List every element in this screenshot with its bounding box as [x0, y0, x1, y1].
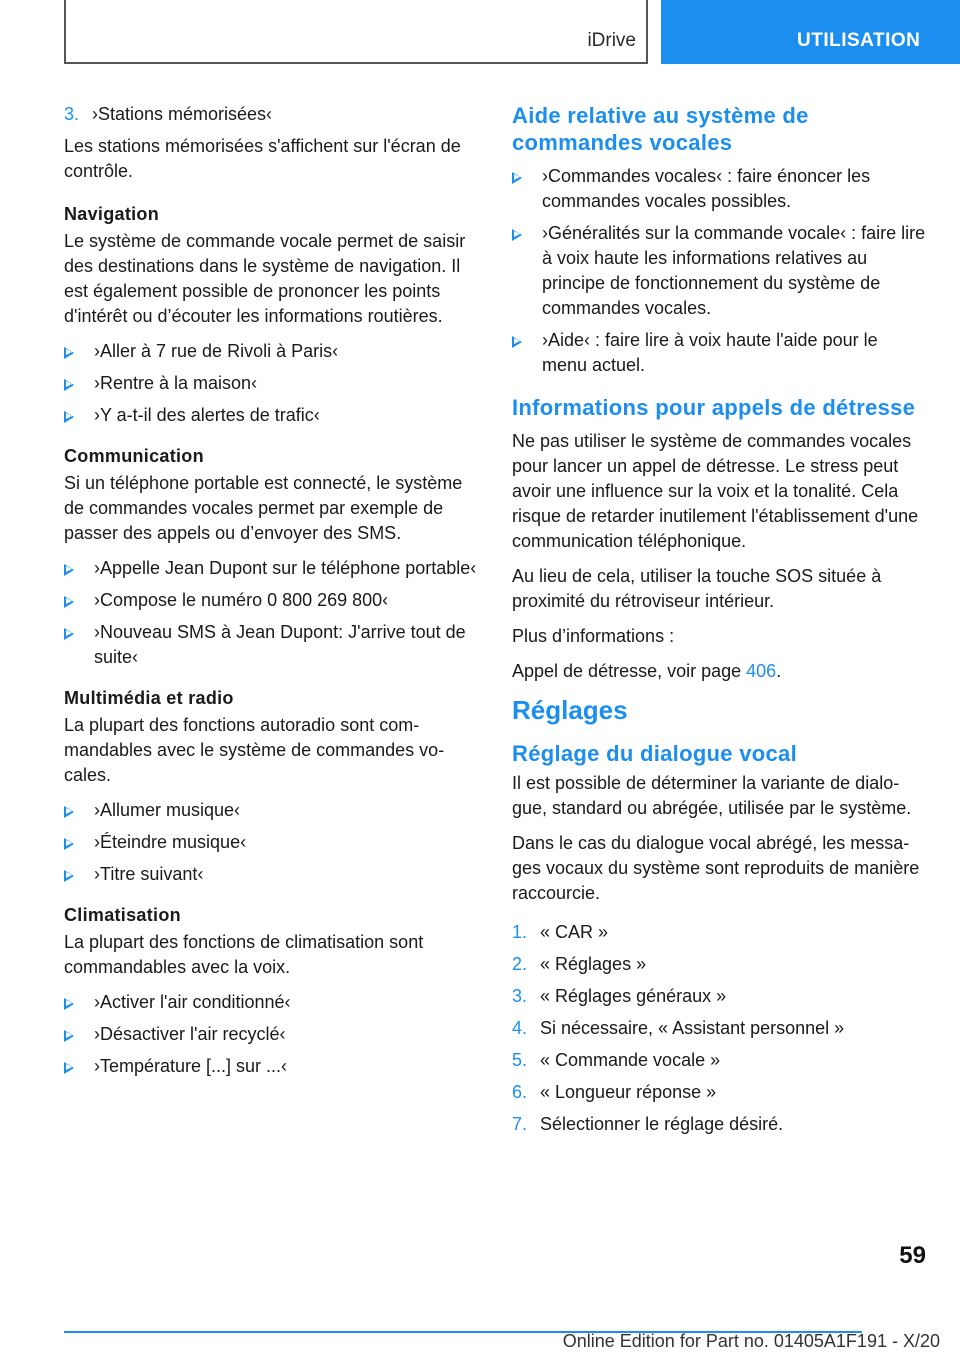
header-chapter-tab: UTILISATION: [661, 0, 960, 64]
list-item: ›Aller à 7 rue de Rivoli à Paris‹: [64, 339, 480, 364]
communication-commands: [64, 556, 480, 670]
communication-heading: Communication: [64, 446, 204, 466]
intro-list: [64, 102, 480, 127]
list-item: ›Commandes vocales‹ : faire énoncer les commandes vocales possibles.: [512, 164, 926, 214]
page-reference-link[interactable]: 406: [746, 661, 777, 681]
bullet-triangle-icon: [64, 596, 74, 608]
emergency-reference: Appel de détresse, voir page 406.: [512, 661, 782, 681]
multimedia-commands: [64, 798, 480, 887]
help-commands: [512, 164, 926, 378]
climate-heading: Climatisation: [64, 905, 181, 925]
bullet-triangle-icon: [512, 336, 522, 348]
list-item: ›Généralités sur la commande vocale‹ : faire lire à voix haute les informations relatives au principe de fonctionnement du système de commandes vocales.: [512, 221, 926, 321]
navigation-heading: Navigation: [64, 204, 160, 224]
footer-edition: Online Edition for Part no. 01405A1F191 - X/20: [562, 1331, 940, 1351]
bullet-triangle-icon: [64, 998, 74, 1010]
list-item: ›Désactiver l'air recyclé‹: [64, 1022, 480, 1047]
list-item: ›Allumer musique‹: [64, 798, 480, 823]
header-section-box: [64, 0, 648, 64]
list-item: 5. « Commande vocale »: [512, 1050, 721, 1070]
list-item: 6. « Longueur réponse »: [512, 1082, 717, 1102]
list-item: ›Aide‹ : faire lire à voix haute l'aide pour le menu actuel.: [512, 328, 926, 378]
list-item: 1. « CAR »: [512, 922, 609, 942]
bullet-triangle-icon: [64, 1062, 74, 1074]
settings-steps: [512, 920, 926, 1137]
list-item: [64, 102, 480, 127]
bullet-triangle-icon: [64, 870, 74, 882]
emergency-text-1: Ne pas utiliser le système de commandes vocales pour lancer un appel de détresse. Le stress peut avoir une influence sur la voix et la tonalité. Cela risque de retarder inutilement l'établissement d'une communication téléphonique.: [512, 431, 919, 551]
bullet-triangle-icon: [64, 838, 74, 850]
list-item: ›Appelle Jean Dupont sur le téléphone portable‹: [64, 556, 480, 581]
climate-text: La plupart des fonctions de climatisation sont commandables avec la voix.: [64, 932, 424, 977]
list-item: ›Rentre à la maison‹: [64, 371, 480, 396]
bullet-triangle-icon: [64, 806, 74, 818]
multimedia-text: La plupart des fonctions autoradio sont commandables avec le système de commandes vocales.: [64, 715, 445, 785]
multimedia-heading: Multimédia et radio: [64, 688, 234, 708]
climate-commands: [64, 990, 480, 1079]
header-section-title: iDrive: [587, 30, 636, 51]
navigation-text: Le système de commande vocale permet de saisir des destinations dans le système de navigation. Il est également possible de prononcer les points d'intérêt ou d’écouter les informations routières.: [64, 231, 466, 326]
emergency-text-3: Plus d’informations :: [512, 626, 675, 646]
list-item: ›Titre suivant‹: [64, 862, 480, 887]
bullet-triangle-icon: [64, 379, 74, 391]
right-column: [512, 102, 926, 1144]
bullet-triangle-icon: [512, 229, 522, 241]
list-item: ›Température [...] sur ...‹: [64, 1054, 480, 1079]
intro-text: Les stations mémorisées s'affichent sur l'écran de contrôle.: [64, 136, 461, 181]
list-item: 3. « Réglages généraux »: [512, 986, 727, 1006]
list-item: ›Y a-t-il des alertes de trafic‹: [64, 403, 480, 428]
settings-text-1: Il est possible de déterminer la variante de dialogue, standard ou abrégée, utilisée par le système.: [512, 773, 912, 818]
settings-title: Réglages: [512, 695, 628, 725]
settings-subheading: Réglage du dialogue vocal: [512, 741, 798, 766]
emergency-text-2: Au lieu de cela, utiliser la touche SOS située à proximité du rétroviseur intérieur.: [512, 566, 882, 611]
list-item: 4. Si nécessaire, « Assistant personnel »: [512, 1018, 845, 1038]
left-column: [64, 102, 480, 1087]
bullet-triangle-icon: [64, 628, 74, 640]
bullet-triangle-icon: [64, 564, 74, 576]
bullet-triangle-icon: [64, 347, 74, 359]
list-item: ›Nouveau SMS à Jean Dupont: J'arrive tout de suite‹: [64, 620, 480, 670]
step-text: ›Stations mémorisées‹: [92, 104, 273, 124]
navigation-commands: [64, 339, 480, 428]
bullet-triangle-icon: [64, 1030, 74, 1042]
list-item: 7. Sélectionner le réglage désiré.: [512, 1114, 784, 1134]
step-number: 3.: [64, 104, 80, 124]
emergency-heading: Informations pour appels de détresse: [512, 395, 916, 420]
list-item: ›Éteindre musique‹: [64, 830, 480, 855]
communication-text: Si un téléphone portable est connecté, le système de commandes vocales permet par exemple de passer des appels ou d’envoyer des SMS.: [64, 473, 463, 543]
list-item: 2. « Réglages »: [512, 954, 647, 974]
help-heading: Aide relative au système de commandes vocales: [512, 103, 809, 155]
bullet-triangle-icon: [512, 172, 522, 184]
settings-text-2: Dans le cas du dialogue vocal abrégé, les messages vocaux du système sont reproduits de manière raccourcie.: [512, 833, 920, 903]
list-item: ›Activer l'air conditionné‹: [64, 990, 480, 1015]
page-number: 59: [899, 1242, 926, 1269]
list-item: ›Compose le numéro 0 800 269 800‹: [64, 588, 480, 613]
bullet-triangle-icon: [64, 411, 74, 423]
